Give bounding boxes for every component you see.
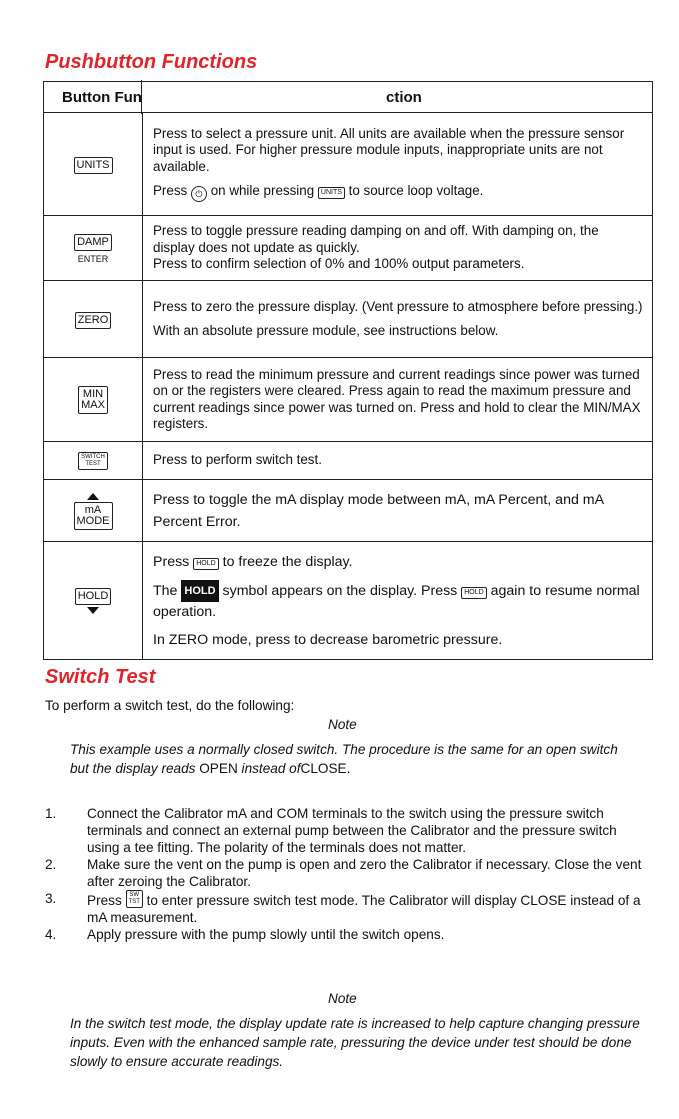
enter-label: ENTER <box>77 254 109 264</box>
switch-test-key-icon: SWITCH TEST <box>78 452 108 470</box>
units-text-2: Press ⏻ on while pressing UNITS to source loop voltage. <box>153 183 644 202</box>
table-row <box>44 113 653 216</box>
hold-key-icon: HOLD <box>75 588 112 605</box>
units-key-cell <box>44 113 143 216</box>
table-row <box>44 281 653 358</box>
table-row <box>44 542 653 660</box>
damp-text-1: Press to toggle pressure reading damping on and off. With damping on, the display does not update as quickly. <box>153 223 599 255</box>
switch-test-intro: To perform a switch test, do the following: <box>45 698 295 713</box>
switch-test-description: Press to perform switch test. <box>143 442 653 480</box>
ma-mode-key-icon: mA MODE <box>74 502 113 530</box>
zero-key-cell <box>44 281 143 358</box>
zero-key-icon: ZERO <box>75 312 112 329</box>
table-row <box>44 358 653 442</box>
note-2-text: In the switch test mode, the display update rate is increased to help capture changing pressure inputs. Even with the enhanced sample rate, pressuring the device under test should be done slowly to ensure accurate readings. <box>70 1016 640 1069</box>
header-button-function-left: Button Fun <box>62 89 142 106</box>
up-arrow-icon <box>87 493 99 500</box>
hold-text-3: In ZERO mode, press to decrease barometric pressure. <box>153 631 503 648</box>
damp-key-icon: DAMP <box>74 234 112 251</box>
zero-description <box>143 281 653 358</box>
list-item: 4. Apply pressure with the pump slowly until the switch opens. <box>45 927 445 942</box>
units-key-inline-icon: UNITS <box>318 187 345 199</box>
hold-key-inline-icon-2: HOLD <box>461 587 486 599</box>
ma-mode-description: Press to toggle the mA display mode between mA, mA Percent, and mA Percent Error. <box>143 480 653 542</box>
damp-key-cell <box>44 216 143 281</box>
min-max-key-icon: MIN MAX <box>78 386 108 414</box>
switch-test-steps <box>45 805 645 943</box>
switch-test-key-inline-icon: SW TST <box>126 890 143 908</box>
minmax-description: Press to read the minimum pressure and current readings since power was turned on or the registers were cleared. Press again to read the maximum pressure and current readings since power was turned on. Press and hold to clear the MIN/MAX registers. <box>143 358 653 442</box>
hold-text-1: Press HOLD to freeze the display. <box>153 553 353 570</box>
table-row <box>44 442 653 480</box>
list-item: 3. Press SW TST to enter pressure switch test mode. The Calibrator will display CLOSE instead of a mA measurement. <box>45 891 641 925</box>
section-title-pushbutton-functions: Pushbutton Functions <box>45 51 258 73</box>
switch-test-key-cell <box>44 442 143 480</box>
damp-text-2: Press to confirm selection of 0% and 100% output parameters. <box>153 256 525 272</box>
header-button-function-right: ction <box>386 89 422 106</box>
table-header <box>44 82 653 113</box>
hold-key-cell <box>44 542 143 660</box>
note-label-1: Note <box>328 717 357 732</box>
down-arrow-icon <box>87 607 99 614</box>
ma-mode-key-cell <box>44 480 143 542</box>
note-label-2: Note <box>328 991 357 1006</box>
hold-key-inline-icon: HOLD <box>193 558 218 570</box>
pushbutton-functions-table <box>43 81 653 660</box>
header-divider <box>141 80 142 114</box>
hold-display-symbol: HOLD <box>181 580 218 602</box>
zero-text-2: With an absolute pressure module, see instructions below. <box>153 323 499 338</box>
power-icon: ⏻ <box>191 186 207 202</box>
damp-description <box>143 216 653 281</box>
hold-description <box>143 542 653 660</box>
table-row <box>44 216 653 281</box>
section-title-switch-test: Switch Test <box>45 666 156 688</box>
zero-text-1: Press to zero the pressure display. (Vent pressure to atmosphere before pressing.) <box>153 298 643 314</box>
units-description <box>143 113 653 216</box>
units-key-icon: UNITS <box>74 157 113 174</box>
hold-text-2: The HOLD symbol appears on the display. Press HOLD again to resume normal operation. <box>153 580 644 622</box>
note-1-text: This example uses a normally closed switch. The procedure is the same for an open switch but the display reads OPEN instead ofCLOSE. <box>70 742 618 776</box>
minmax-key-cell <box>44 358 143 442</box>
list-item: 1. Connect the Calibrator mA and COM terminals to the switch using the pressure switch terminals and connect an external pump between the Calibrator and the pressure switch using a tee fitting. The polarity of the terminals does not matter. <box>45 806 617 855</box>
table-header-row <box>44 82 653 113</box>
list-item: 2. Make sure the vent on the pump is open and zero the Calibrator if necessary. Close the vent after zeroing the Calibrator. <box>45 857 642 889</box>
units-text-1: Press to select a pressure unit. All units are available when the pressure sensor input is used. For higher pressure module inputs, inappropriate units are not available. <box>153 125 625 174</box>
table-row <box>44 480 653 542</box>
